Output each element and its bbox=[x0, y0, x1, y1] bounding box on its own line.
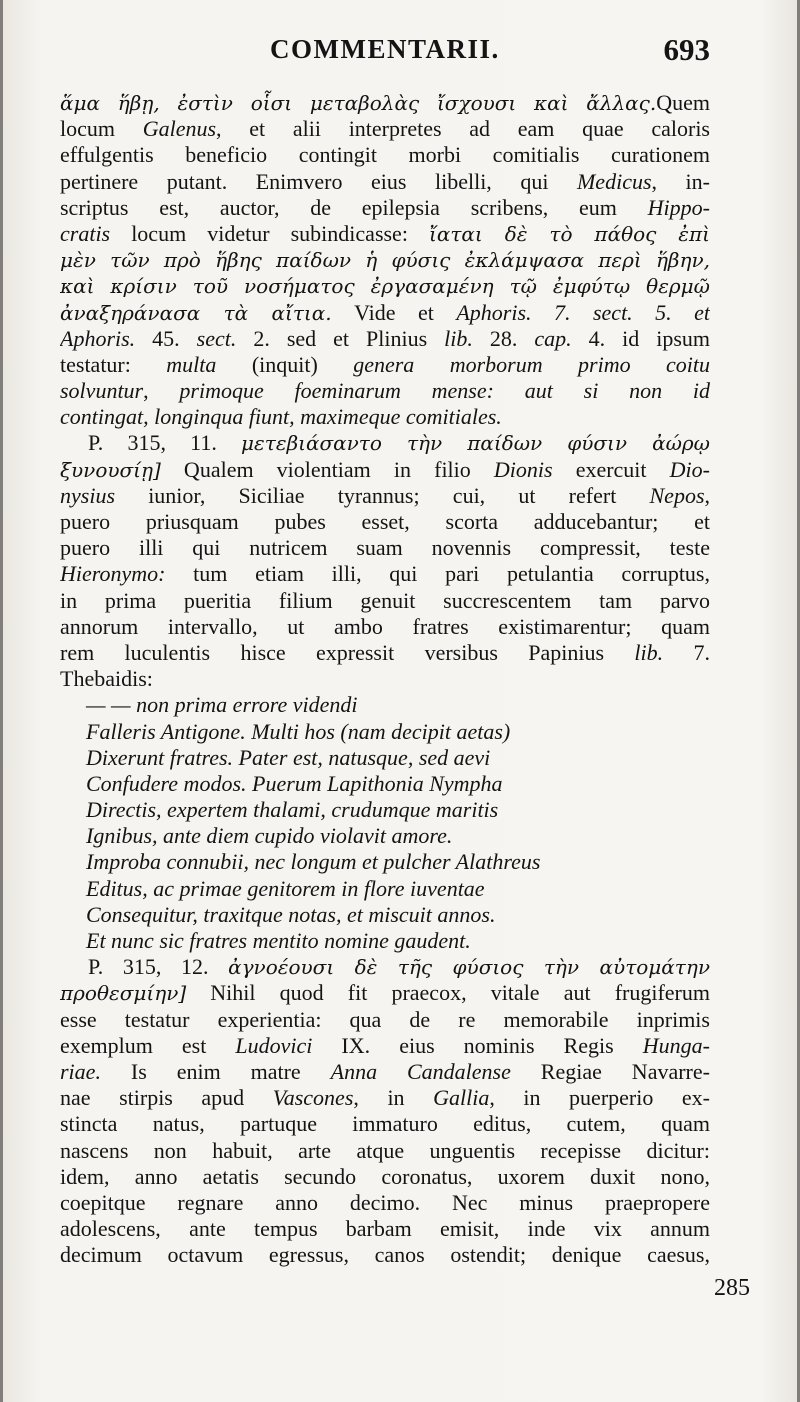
text-line bbox=[60, 1138, 710, 1164]
text-line bbox=[60, 247, 710, 273]
text-run: esse testatur experientia: qua de re memorabile inprimis bbox=[60, 1006, 710, 1032]
greek-text: ξυνουσίῃ] bbox=[60, 457, 161, 482]
text-run: Et nunc sic fratres mentito nomine gaudent. bbox=[86, 928, 471, 953]
text-run: exercuit bbox=[552, 456, 670, 482]
text-line bbox=[60, 954, 710, 980]
verse-line bbox=[60, 797, 710, 823]
italic-text: cratis bbox=[60, 220, 111, 246]
text-run: Falleris Antigone. Multi hos (nam decipit aetas) bbox=[86, 718, 511, 744]
text-run: 2. sed et Plinius bbox=[236, 325, 445, 351]
verse-line bbox=[60, 771, 710, 797]
text-run: stincta natus, partuque immaturo editus, cutem, quam bbox=[60, 1111, 710, 1137]
text-line bbox=[60, 300, 710, 326]
text-run: iunior, Siciliae tyrannus; cui, ut refert bbox=[115, 482, 650, 508]
running-title: COMMENTARII. bbox=[270, 34, 500, 64]
text-run: puero priusquam pubes esset, scorta adducebantur; et bbox=[60, 509, 710, 534]
text-run: , in puerperio ex- bbox=[489, 1085, 710, 1111]
italic-text: Anna Candalense bbox=[330, 1058, 511, 1084]
text-run: Vide et bbox=[331, 299, 457, 325]
text-run: Directis, expertem thalami, crudumque maritis bbox=[86, 797, 499, 823]
text-line bbox=[60, 90, 710, 116]
text-line bbox=[60, 1216, 710, 1242]
page-number: 693 bbox=[663, 32, 710, 67]
italic-text: Medicus bbox=[576, 168, 652, 194]
text-run: coepitque regnare anno decimo. Nec minus praepropere bbox=[60, 1189, 710, 1215]
commentary-text bbox=[60, 90, 710, 1268]
text-run: 45. bbox=[135, 325, 197, 351]
text-line bbox=[60, 142, 710, 168]
text-line bbox=[60, 1033, 710, 1059]
text-run: decimum octavum egressus, canos ostendit; denique caesus, bbox=[60, 1242, 710, 1268]
italic-text: Aphoris. 7. sect. 5. et bbox=[456, 299, 710, 325]
text-line bbox=[60, 116, 710, 142]
italic-text: Galenus bbox=[142, 116, 217, 142]
text-run: , in- bbox=[651, 168, 710, 194]
page-header bbox=[60, 34, 710, 70]
text-run: Qualem violentiam in filio bbox=[160, 456, 494, 482]
text-line bbox=[60, 221, 710, 247]
text-run: rem luculentis hisce expressit versibus Papinius bbox=[60, 639, 635, 665]
greek-text: ἀγνοέουσι δὲ τῆς φύσιος τὴν αὐτομάτην bbox=[228, 955, 710, 980]
text-line bbox=[60, 588, 710, 614]
text-run: P. 315, 12. bbox=[88, 954, 229, 980]
verse-line bbox=[60, 719, 710, 745]
text-run: exemplum est bbox=[60, 1032, 236, 1058]
text-run: — — non prima errore videndi bbox=[86, 692, 358, 718]
margin-reference-number: 285 bbox=[714, 1275, 750, 1301]
greek-text: μετεβιάσαντο τὴν παίδων φύσιν ἀώρῳ bbox=[241, 431, 710, 456]
text-line bbox=[60, 326, 710, 352]
text-line bbox=[60, 1190, 710, 1216]
verse-line bbox=[60, 692, 710, 718]
text-run: Quem bbox=[656, 90, 710, 115]
page-left-edge bbox=[0, 0, 3, 1402]
text-run: 7. bbox=[663, 639, 710, 665]
italic-text: Hieronymo: bbox=[60, 561, 166, 587]
italic-text: primoque foeminarum mense: aut si non id bbox=[179, 378, 710, 404]
text-run: nae stirpis apud bbox=[60, 1085, 273, 1111]
text-run: puero illi qui nutricem suam novennis compressit, teste bbox=[60, 535, 710, 561]
text-run: , et alii interpretes ad eam quae caloris bbox=[216, 116, 710, 142]
text-run: Editus, ac primae genitorem in flore iuventae bbox=[86, 875, 485, 901]
verse-line bbox=[60, 902, 710, 928]
text-line bbox=[60, 1085, 710, 1111]
text-line bbox=[60, 457, 710, 483]
italic-text: solvuntur bbox=[60, 378, 144, 404]
text-line bbox=[60, 378, 710, 404]
text-run: , bbox=[143, 378, 180, 404]
text-run: 4. id ipsum bbox=[571, 325, 710, 351]
greek-text: ἀναξηράνασα τὰ αἴτια. bbox=[60, 300, 332, 325]
text-run: Dixerunt fratres. Pater est, natusque, sed aevi bbox=[86, 744, 491, 770]
text-line bbox=[60, 404, 710, 430]
italic-text: lib. bbox=[444, 325, 473, 351]
italic-text: riae. bbox=[60, 1058, 101, 1084]
italic-text: Dionis bbox=[493, 456, 553, 482]
text-run: tum etiam illi, qui pari petulantia corruptus, bbox=[165, 561, 710, 587]
verse-line bbox=[60, 849, 710, 875]
text-run: pertinere putant. Enimvero eius libelli, qui bbox=[60, 168, 577, 194]
text-run: Confudere modos. Puerum Lapithonia Nympha bbox=[86, 770, 503, 796]
text-run: Improba connubii, nec longum et pulcher Alathreus bbox=[86, 849, 541, 875]
text-run: adolescens, ante tempus barbam emisit, inde vix annum bbox=[60, 1216, 710, 1242]
italic-text: cap. bbox=[534, 325, 572, 351]
text-run: IX. eius nominis Regis bbox=[312, 1032, 643, 1058]
text-line bbox=[60, 666, 710, 692]
italic-text: Ludovici bbox=[235, 1032, 313, 1058]
text-run: idem, anno aetatis secundo coronatus, uxorem duxit nono, bbox=[60, 1163, 710, 1189]
italic-text: Gallia bbox=[433, 1085, 490, 1111]
greek-text: ἴαται δὲ τὸ πάθος ἐπὶ bbox=[429, 221, 710, 246]
text-run: scriptus est, auctor, de epilepsia scribens, eum bbox=[60, 194, 648, 220]
text-line bbox=[60, 1059, 710, 1085]
text-line bbox=[60, 1111, 710, 1137]
verse-line bbox=[60, 745, 710, 771]
text-line bbox=[60, 430, 710, 456]
greek-text: προθεσμίην] bbox=[60, 981, 187, 1006]
verse-line bbox=[60, 928, 710, 954]
text-run: Is enim matre bbox=[100, 1058, 331, 1084]
text-run: effulgentis beneficio contingit morbi comitialis curationem bbox=[60, 142, 710, 168]
italic-text: multa bbox=[166, 351, 217, 377]
text-run: testatur: bbox=[60, 351, 167, 377]
italic-text: sect. bbox=[196, 325, 237, 351]
text-line bbox=[60, 273, 710, 299]
italic-text: Dio- bbox=[669, 456, 710, 482]
text-line bbox=[60, 1007, 710, 1033]
text-run: Nihil quod fit praecox, vitale aut frugiferum bbox=[186, 980, 710, 1006]
verse-line bbox=[60, 876, 710, 902]
verse-line bbox=[60, 823, 710, 849]
text-line bbox=[60, 535, 710, 561]
italic-text: Aphoris. bbox=[60, 325, 136, 351]
italic-text: lib. bbox=[634, 639, 664, 665]
text-line bbox=[60, 509, 710, 535]
text-run: , in bbox=[353, 1085, 434, 1111]
text-run: (inquit) bbox=[216, 351, 354, 377]
italic-text: nysius bbox=[60, 482, 115, 508]
text-run: annorum intervallo, ut ambo fratres existimarentur; quam bbox=[60, 613, 710, 639]
text-line bbox=[60, 169, 710, 195]
italic-text: Hunga- bbox=[642, 1032, 710, 1058]
text-line bbox=[60, 561, 710, 587]
italic-text: genera morborum primo coitu bbox=[353, 351, 710, 377]
text-run: P. 315, 11. bbox=[88, 430, 242, 456]
text-run: locum videtur subindicasse: bbox=[110, 220, 430, 246]
text-run: Consequitur, traxitque notas, et miscuit annos. bbox=[86, 901, 496, 927]
greek-text: μὲν τῶν πρὸ ἥβης παίδων ἡ φύσις ἐκλάμψασα περὶ ἥβην, bbox=[60, 248, 710, 273]
text-line bbox=[60, 1242, 710, 1268]
greek-text: ἅμα ἥβῃ, ἐστὶν οἷσι μεταβολὰς ἴσχουσι καὶ ἄλλας. bbox=[60, 91, 657, 115]
italic-text: contingat, longinqua fiunt, maximeque comitiales. bbox=[60, 404, 502, 430]
text-line bbox=[60, 614, 710, 640]
text-line bbox=[60, 640, 710, 666]
greek-text: καὶ κρίσιν τοῦ νοσήματος ἐργασαμένη τῷ ἐμφύτῳ θερμῷ bbox=[60, 274, 710, 299]
text-line bbox=[60, 352, 710, 378]
italic-text: Vascones bbox=[272, 1085, 354, 1111]
text-run: locum bbox=[60, 116, 143, 142]
text-run: in prima pueritia filium genuit succrescentem tam parvo bbox=[60, 587, 710, 613]
text-run: Thebaidis: bbox=[60, 666, 153, 692]
text-line bbox=[60, 195, 710, 221]
text-run: , bbox=[704, 482, 710, 508]
text-line bbox=[60, 483, 710, 509]
text-line bbox=[60, 980, 710, 1006]
text-line bbox=[60, 1164, 710, 1190]
italic-text: Hippo- bbox=[647, 194, 710, 220]
text-run: 28. bbox=[472, 325, 535, 351]
text-run: Ignibus, ante diem cupido violavit amore. bbox=[86, 823, 453, 849]
italic-text: Nepos bbox=[649, 482, 705, 508]
text-run: nascens non habuit, arte atque unguentis recepisse dicitur: bbox=[60, 1137, 710, 1163]
text-run: Regiae Navarre- bbox=[510, 1058, 710, 1084]
